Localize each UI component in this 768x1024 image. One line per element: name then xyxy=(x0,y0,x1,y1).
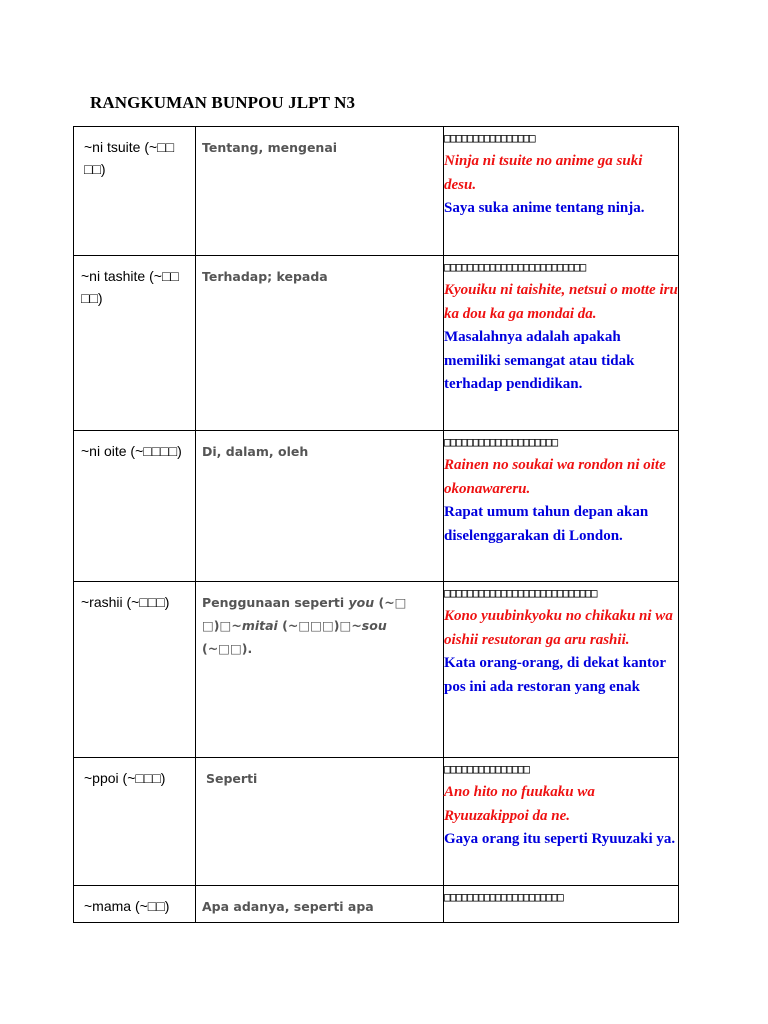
example-cell xyxy=(444,758,679,886)
table-row xyxy=(74,758,679,886)
romaji-sentence: Ano hito no fuukaku wa Ryuuzakippoi da ne. xyxy=(444,784,595,824)
pattern-cell xyxy=(74,758,196,886)
table-row xyxy=(74,582,679,758)
meaning-term-you: you xyxy=(348,595,375,610)
meaning-text: Apa adanya, seperti apa xyxy=(202,899,374,914)
meaning-text: Terhadap; kepada xyxy=(202,269,328,284)
meaning-cell xyxy=(196,582,444,758)
meaning-text: Seperti xyxy=(206,771,258,786)
meaning-cell xyxy=(196,758,444,886)
japanese-sentence: □□□□□□□□□□□□□□□ xyxy=(444,762,529,776)
meaning-term-mitai: ~mitai xyxy=(231,618,278,633)
translation-sentence: Kata orang-orang, di dekat kantor pos ini ada restoran yang enak xyxy=(444,655,666,695)
meaning-part: (~□□□)□ xyxy=(277,618,352,633)
romaji-sentence: Kono yuubinkyoku no chikaku ni wa oishii resutoran ga aru rashii. xyxy=(444,608,673,648)
romaji-sentence: Rainen no soukai wa rondon ni oite okonawareru. xyxy=(444,457,666,497)
grammar-pattern: ~ni tsuite (~□□ □□) xyxy=(84,139,175,177)
meaning-text: Tentang, mengenai xyxy=(202,140,338,155)
meaning-text: Di, dalam, oleh xyxy=(202,444,309,459)
grammar-table xyxy=(73,126,679,923)
meaning-cell xyxy=(196,127,444,256)
meaning-part: (~□□). xyxy=(202,641,253,656)
grammar-pattern: ~ni oite (~□□□□) xyxy=(81,443,182,459)
pattern-cell xyxy=(74,886,196,923)
meaning-cell xyxy=(196,886,444,923)
example-cell xyxy=(444,431,679,582)
meaning-part: (~□ □)□ xyxy=(202,595,407,633)
translation-sentence: Masalahnya adalah apakah memiliki semangat atau tidak terhadap pendidikan. xyxy=(444,329,635,392)
example-cell xyxy=(444,256,679,431)
table-row xyxy=(74,256,679,431)
japanese-sentence: □□□□□□□□□□□□□□□□□□□□□ xyxy=(444,890,563,904)
translation-sentence: Rapat umum tahun depan akan diselenggarakan di London. xyxy=(444,504,649,544)
pattern-cell xyxy=(74,431,196,582)
romaji-sentence: Kyouiku ni taishite, netsui o motte iru ka dou ka ga mondai da. xyxy=(444,282,678,322)
meaning-term-sou: ~sou xyxy=(351,618,387,633)
japanese-sentence: □□□□□□□□□□□□□□□□□□□□ xyxy=(444,435,557,449)
example-cell xyxy=(444,886,679,923)
japanese-sentence: □□□□□□□□□□□□□□□□ xyxy=(444,131,534,145)
grammar-pattern: ~ni tashite (~□□ □□) xyxy=(81,268,179,306)
table-row xyxy=(74,431,679,582)
grammar-pattern: ~ppoi (~□□□) xyxy=(84,770,166,786)
example-cell xyxy=(444,127,679,256)
meaning-part: Penggunaan seperti xyxy=(202,595,349,610)
translation-sentence: Gaya orang itu seperti Ryuuzaki ya. xyxy=(444,831,676,847)
pattern-cell xyxy=(74,582,196,758)
pattern-cell xyxy=(74,256,196,431)
table-row xyxy=(74,886,679,923)
meaning-cell xyxy=(196,431,444,582)
translation-sentence: Saya suka anime tentang ninja. xyxy=(444,200,645,216)
pattern-cell xyxy=(74,127,196,256)
japanese-sentence: □□□□□□□□□□□□□□□□□□□□□□□□□□□ xyxy=(444,586,596,600)
romaji-sentence: Ninja ni tsuite no anime ga suki desu. xyxy=(444,153,643,193)
document-title: RANGKUMAN BUNPOU JLPT N3 xyxy=(90,93,356,112)
meaning-text xyxy=(196,582,443,660)
grammar-pattern: ~rashii (~□□□) xyxy=(81,594,170,610)
meaning-cell xyxy=(196,256,444,431)
grammar-pattern: ~mama (~□□) xyxy=(84,898,170,914)
table-row xyxy=(74,127,679,256)
japanese-sentence: □□□□□□□□□□□□□□□□□□□□□□□□□ xyxy=(444,260,585,274)
example-cell xyxy=(444,582,679,758)
